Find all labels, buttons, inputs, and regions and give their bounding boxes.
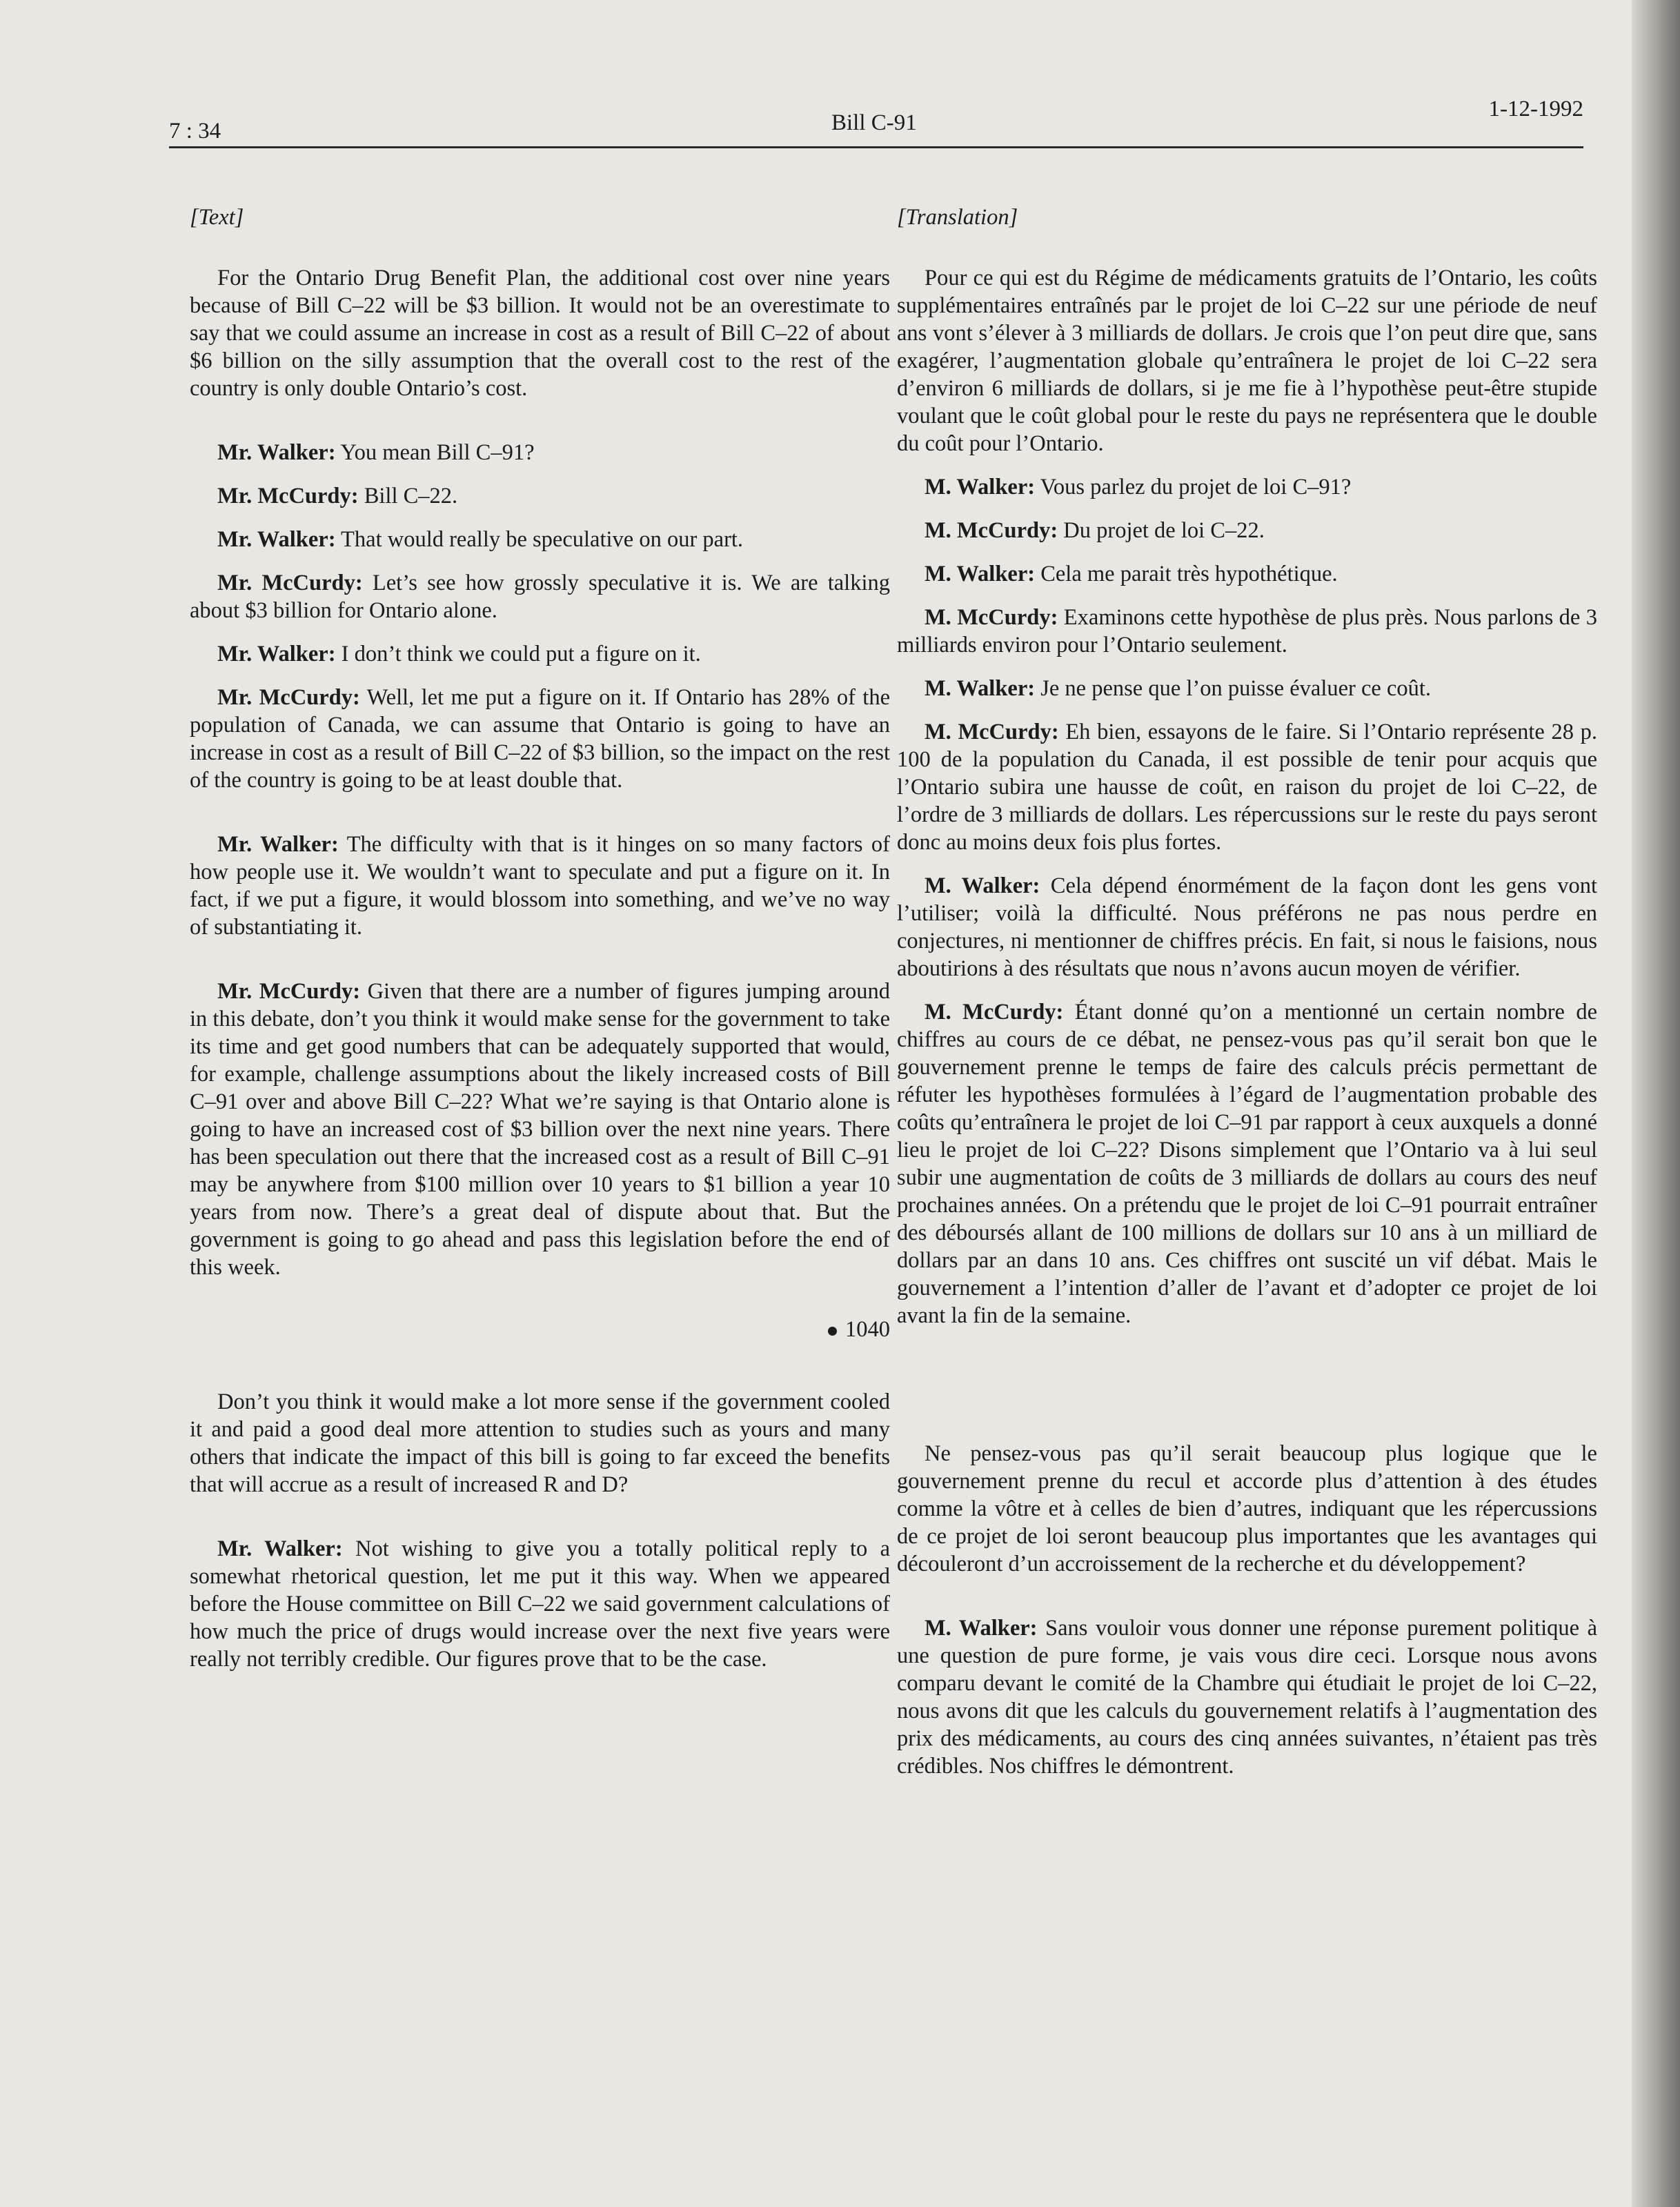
speech-text: Cela me parait très hypothétique. — [1035, 562, 1338, 586]
speech-text: Bill C–22. — [358, 484, 458, 508]
paragraph: Don’t you think it would make a lot more sense if the government cooled it and paid a good deal more attention to studies such as yours and many others that indicate the impact of this bill is going to far exceed the benefits that will accrue as a result of increased R and D? — [190, 1389, 890, 1497]
speech — [897, 872, 1597, 982]
speech — [190, 831, 890, 941]
speaker-name: Mr. Walker: — [217, 440, 336, 465]
speech-text: Examinons cette hypothèse de plus près. Nous parlons de 3 milliards environ pour l’Ontario seulement. — [897, 605, 1598, 657]
speaker-name: Mr. Walker: — [217, 832, 339, 857]
speech-text: Étant donné qu’on a mentionné un certain nombre de chiffres au cours de ce débat, ne pensez-vous pas qu’il serait bon que le gouvernement prenne le temps de faire des calculs précis permettant de réfuter les hypothèses formulées à l’égard de l’augmentation probable des coûts qu’entraînera le projet de loi C–91 par rapport à ceux auxquels a donné lieu le projet de loi C–22? Disons simplement que l’Ontario va à lui seul subir une augmentation de coûts de 3 milliards de dollars au cours des neuf prochaines années. On a prétendu que le projet de loi C–91 pourrait entraîner des déboursés allant de 100 millions de dollars sur 10 ans à un milliard de dollars par an dans 10 ans. Ces chiffres ont suscité un vif débat. Mais le gouvernement a l’intention d’aller de l’avant et d’adopter ce projet de loi avant la fin de la semaine. — [897, 1000, 1597, 1328]
time-marker — [190, 1316, 890, 1343]
section-label: [Translation] — [897, 205, 1018, 230]
speaker-name: M. Walker: — [925, 1616, 1038, 1641]
speech — [897, 718, 1597, 856]
speech — [897, 517, 1597, 544]
speaker-name: Mr. Walker: — [217, 1536, 343, 1561]
spacer — [897, 1345, 1597, 1440]
speech-text: I don’t think we could put a figure on it. — [335, 642, 701, 666]
speaker-name: M. Walker: — [925, 676, 1036, 701]
speech-text: The difficulty with that is it hinges on so many factors of how people use it. We wouldn’t want to speculate and put a figure on it. In fact, if we put a figure, it would blossom into something, and we’ve no way of substantiating it. — [190, 832, 891, 940]
section-label: [Text] — [190, 205, 244, 230]
page-number: 7 : 34 — [169, 119, 221, 143]
page-header — [169, 97, 1583, 148]
speech-text: Eh bien, essayons de le faire. Si l’Ontario représente 28 p. 100 de la population du Canada, il est possible de tenir pour acquis que l’Ontario subira une hausse de coût, en raison du projet de loi C–22, de l’ordre de 3 milliards de dollars. Les répercussions sur le reste du pays seront donc au moins deux fois plus fortes. — [897, 720, 1597, 855]
page-edge-shadow — [1632, 0, 1680, 2207]
speaker-name: Mr. McCurdy: — [217, 571, 363, 595]
speech-text: You mean Bill C–91? — [335, 440, 535, 465]
english-column — [190, 204, 890, 1689]
speech — [190, 482, 890, 510]
speaker-name: M. McCurdy: — [925, 720, 1059, 744]
speech — [190, 684, 890, 794]
speaker-name: Mr. McCurdy: — [217, 484, 359, 508]
speech-text: Du projet de loi C–22. — [1058, 518, 1265, 543]
speech — [190, 640, 890, 668]
speech — [190, 978, 890, 1281]
bullet-dot-icon — [828, 1327, 837, 1336]
speaker-name: M. Walker: — [925, 873, 1040, 898]
header-date: 1-12-1992 — [1488, 97, 1583, 121]
paragraph: Pour ce qui est du Régime de médicaments gratuits de l’Ontario, les coûts supplémentaires entraînés par le projet de loi C–22 sur une période de neuf ans vont s’élever à 3 milliards de dollars. Je crois que l’on peut dire que, sans exagérer, l’augmentation globale qu’entraînera le projet de loi C–22 sera d’environ 6 milliards de dollars, si je me fie à l’hypothèse peut-être stupide voulant que le coût global pour le reste du pays ne représentera que le double du coût pour l’Ontario. — [897, 266, 1597, 456]
speech-text: Not wishing to give you a totally political reply to a somewhat rhetorical question, let me put it this way. When we appeared before the House committee on Bill C–22 we said government calculations of how much the price of drugs would increase over the next five years were really not terribly credible. Our figures prove that to be the case. — [190, 1536, 891, 1672]
speaker-name: Mr. Walker: — [217, 642, 336, 666]
speech — [190, 1535, 890, 1673]
speaker-name: M. Walker: — [925, 562, 1036, 586]
speech — [897, 560, 1597, 588]
speech-text: Let’s see how grossly speculative it is. We are talking about $3 billion for Ontario alone. — [190, 571, 890, 623]
paragraph: For the Ontario Drug Benefit Plan, the additional cost over nine years because of Bill C–22 will be $3 billion. It would not be an overestimate to say that we could assume an increase in cost as a result of Bill C–22 of about $6 billion on the silly assumption that the overall cost to the rest of the country is only double Ontario’s cost. — [190, 266, 890, 401]
speaker-name: M. Walker: — [925, 475, 1036, 499]
speaker-name: Mr. McCurdy: — [217, 685, 360, 710]
speech-text: Well, let me put a figure on it. If Ontario has 28% of the population of Canada, we can assume that Ontario is going to have an increase in cost as a result of Bill C–22 of $3 billion, so the impact on the rest of the country is going to be at least double that. — [190, 685, 890, 793]
speaker-name: M. McCurdy: — [925, 605, 1058, 630]
speaker-name: Mr. Walker: — [217, 527, 336, 552]
speech — [190, 569, 890, 624]
speech — [897, 998, 1597, 1329]
speech-text: Sans vouloir vous donner une réponse purement politique à une question de pure forme, je vais vous dire ceci. Lorsque nous avons comparu devant le comité de la Chambre qui étudiait le projet de loi C–22, nous avons dit que les calculs du gouvernement relatifs à l’augmentation des prix des médicaments, au cours des cinq années suivantes, n’étaient pas très crédibles. Nos chiffres le démontrent. — [897, 1616, 1598, 1779]
speaker-name: M. McCurdy: — [925, 518, 1058, 543]
speech-text: Je ne pense que l’on puisse évaluer ce coût. — [1035, 676, 1432, 701]
header-title: Bill C-91 — [831, 110, 917, 135]
time-marker-text: 1040 — [845, 1317, 890, 1342]
paragraph: Ne pensez-vous pas qu’il serait beaucoup plus logique que le gouvernement prenne du recul et accorde plus d’attention à des études comme la vôtre et à celles de bien d’autres, indiquant que les répercussions de ce projet de loi seront beaucoup plus importantes que les avantages qui découleront d’un accroissement de la recherche et du développement? — [897, 1441, 1597, 1576]
speech — [897, 473, 1597, 501]
speaker-name: M. McCurdy: — [925, 1000, 1064, 1025]
speech — [897, 1614, 1597, 1780]
speaker-name: Mr. McCurdy: — [217, 979, 361, 1004]
speech — [190, 526, 890, 553]
speech-text: That would really be speculative on our part. — [335, 527, 744, 552]
speech — [897, 675, 1597, 702]
speech — [897, 604, 1597, 659]
speech-text: Vous parlez du projet de loi C–91? — [1035, 475, 1352, 499]
speech-text: Given that there are a number of figures jumping around in this debate, don’t you think it would make sense for the government to take its time and get good numbers that can be adequately supported that would, for example, challenge assumptions about the likely increased costs of Bill C–91 over and above Bill C–22? What we’re saying is that Ontario alone is going to have an increased cost of $3 billion over the next nine years. There has been speculation out there that the increased cost as a result of Bill C–91 may be anywhere from $100 million over 10 years to $1 billion a year 10 years from now. There’s a great deal of dispute about that. But the government is going to go ahead and pass this legislation before the end of this week. — [190, 979, 890, 1280]
speech — [190, 439, 890, 466]
speech-text: Cela dépend énormément de la façon dont les gens vont l’utiliser; voilà la difficulté. Nous préférons ne pas nous perdre en conjectures, ni mentionner de chiffres précis. En fait, si nous le faisions, nous aboutirions à des résultats que nous n’avons aucun moyen de vérifier. — [897, 873, 1597, 981]
french-column — [897, 204, 1597, 1796]
